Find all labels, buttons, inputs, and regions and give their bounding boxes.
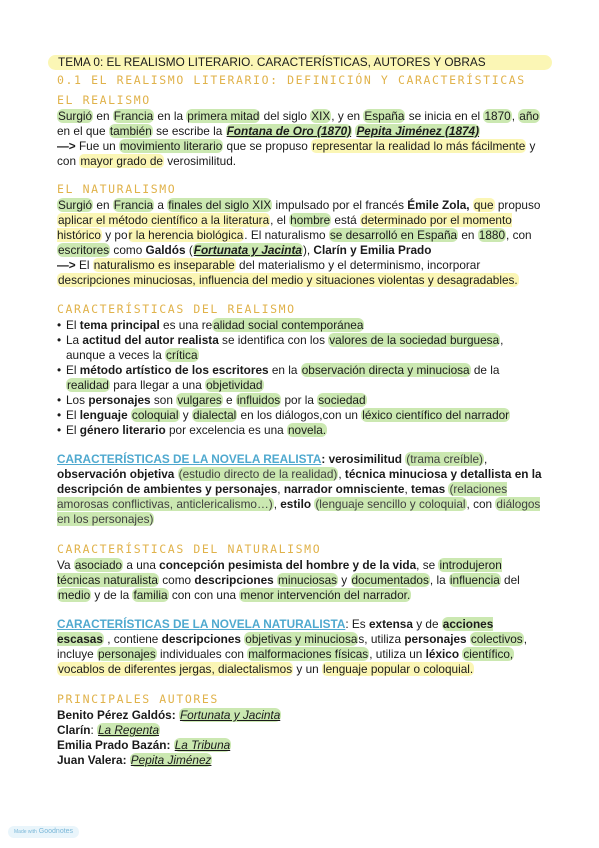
text-run: Va [57, 558, 74, 572]
text-run: se desarrolló en España [329, 228, 458, 242]
text-run: El [66, 423, 80, 437]
text-run: lenguaje popular o coloquial. [322, 662, 474, 676]
text-run: alidad social contemporánea [213, 318, 364, 332]
text-run: sociedad [318, 393, 366, 407]
text-run: dialectal [192, 408, 237, 422]
text-run: El [66, 318, 80, 332]
text-run: , el [270, 213, 290, 227]
text-run: Surgió [58, 198, 93, 212]
text-run: , aunque a veces la [66, 333, 504, 362]
text-run: La [66, 333, 83, 347]
text-run: y po [101, 228, 128, 242]
author-name: Clarín [57, 723, 91, 737]
caracteristicas-realismo-list [57, 318, 543, 438]
text-run: y [179, 408, 192, 422]
novela-realista-paragraph [57, 452, 543, 527]
text-run: en el que [57, 124, 109, 138]
text-run: naturalismo es inseparable [93, 258, 235, 272]
text-run: del [500, 573, 520, 587]
text-run: , y en [331, 109, 364, 123]
text-run: que se propuso [223, 139, 312, 153]
text-run: del siglo [260, 109, 311, 123]
text-run: asociado [74, 558, 123, 572]
naturalismo-heading: EL NATURALISMO [57, 182, 177, 196]
text-run: Émile Zola, [407, 198, 470, 212]
text-run: , incluye [57, 632, 527, 661]
text-run: movimiento literario [119, 139, 223, 153]
text-run: menor intervención del narrador. [240, 588, 411, 602]
text-run: , [483, 452, 488, 466]
text-run: concepción pesimista del hombre y de la vida [159, 558, 417, 572]
list-item [57, 393, 543, 408]
brand-label: Goodnotes [38, 828, 74, 835]
text-run: ( [185, 243, 193, 257]
text-run: Galdós [145, 243, 186, 257]
text-run: se identifica con los [218, 333, 329, 347]
text-run: Francia [113, 198, 154, 212]
text-run: método artístico de los escritores [79, 363, 269, 377]
text-run: y de [412, 617, 442, 631]
text-run: malformaciones físicas [248, 647, 369, 661]
text-run: vocablos de diferentes jergas, dialectalismos [58, 662, 293, 676]
text-run: extensa [368, 617, 413, 631]
list-item [57, 318, 543, 333]
text-run: realidad [67, 378, 109, 392]
caracteristicas-naturalismo-section [57, 541, 543, 603]
text-run: . El naturalismo [244, 228, 329, 242]
text-run: (lenguaje sencillo y coloquial [315, 497, 466, 511]
text-run: CARACTERÍSTICAS DE LA NOVELA NATURALISTA [57, 617, 346, 631]
text-run: Pepita Jiménez (1874) [356, 124, 480, 138]
text-run: , con [506, 228, 532, 242]
text-run: , contiene [103, 632, 162, 646]
text-run: a una [123, 558, 160, 572]
text-run: Los [66, 393, 89, 407]
text-run: en la [154, 109, 187, 123]
text-run: personajes [98, 647, 156, 661]
text-run: primera mitad [187, 109, 260, 123]
novela-naturalista-paragraph [57, 617, 543, 677]
text-run: se inicia en el [405, 109, 484, 123]
text-run: Fontana de Oro (1870) [226, 124, 352, 138]
author-work: La Tribuna [174, 738, 231, 752]
naturalismo-paragraph-2 [57, 258, 543, 288]
text-run: España [364, 109, 405, 123]
text-run: , [338, 467, 345, 481]
text-run: científico, [463, 647, 514, 661]
text-run: Fortunata y Jacinta [193, 243, 302, 257]
text-run: hombre [290, 213, 331, 227]
text-run: impulsado por el francés [272, 198, 408, 212]
text-run: r la herencia biológica [128, 228, 244, 242]
text-run: El [78, 258, 93, 272]
text-run: —> [57, 139, 79, 153]
made-with-label: Made with [14, 829, 37, 835]
text-run: verosimilitud. [163, 154, 237, 168]
text-run: Clarín y Emilia Prado [313, 243, 432, 257]
text-run: valores de la sociedad burguesa [329, 333, 500, 347]
text-run: , la [429, 573, 449, 587]
text-run: , [511, 109, 519, 123]
text-run: XIX [311, 109, 331, 123]
text-run: CARACTERÍSTICAS DE LA NOVELA REALISTA [57, 452, 322, 466]
text-run: acciones escasas [57, 617, 494, 646]
text-run: observación directa y minuciosa [301, 363, 470, 377]
realismo-section [57, 92, 543, 169]
author-row [57, 738, 543, 753]
text-run: actitud del autor realista [82, 333, 219, 347]
text-run: a [154, 198, 168, 212]
text-run: aplicar el método científico a la literatura [58, 213, 270, 227]
text-run: escritores [58, 243, 110, 257]
text-run: Fue un [78, 139, 119, 153]
list-item [57, 408, 543, 423]
caracteristicas-naturalismo-heading: CARACTERÍSTICAS DEL NATURALISMO [57, 542, 322, 556]
text-run: mayor grado de [80, 154, 163, 168]
text-run: son [150, 393, 177, 407]
author-work: La Regenta [98, 723, 160, 737]
text-run: lenguaje [79, 408, 128, 422]
text-run: y un [293, 662, 322, 676]
text-run: 1880 [478, 228, 506, 242]
text-run: medio [58, 588, 91, 602]
text-run: y con [57, 139, 536, 168]
author-row [57, 753, 543, 768]
text-run: , [404, 482, 412, 496]
author-row [57, 708, 543, 723]
text-run: , se [416, 558, 439, 572]
author-name: Juan Valera: [57, 753, 127, 767]
text-run: : Es [345, 617, 369, 631]
realismo-paragraph-1 [57, 109, 543, 139]
text-run: diálogos en los personajes) [57, 497, 541, 526]
text-run: El [66, 408, 80, 422]
author-work: Pepita Jiménez [130, 753, 212, 767]
caracteristicas-realismo-section [57, 301, 543, 438]
text-run: en la [268, 363, 301, 377]
text-run: , con [466, 497, 496, 511]
text-run: narrador omnisciente [283, 482, 405, 496]
text-run: temas [411, 482, 446, 496]
text-run: individuales con [156, 647, 248, 661]
text-run: objetividad [206, 378, 263, 392]
list-item [57, 333, 543, 363]
text-run: es una re [159, 318, 213, 332]
novela-naturalista-section [57, 617, 543, 677]
text-run: por la [281, 393, 318, 407]
text-run: que [473, 198, 494, 212]
naturalismo-section [57, 181, 543, 288]
novela-realista-section [57, 452, 543, 527]
text-run: El [66, 363, 80, 377]
text-run: se escribe la [152, 124, 226, 138]
text-run: Surgió [58, 109, 93, 123]
text-run: con con una [168, 588, 240, 602]
autores-heading: PRINCIPALES AUTORES [57, 692, 219, 706]
text-run: introdujeron técnicas naturalista [57, 558, 502, 587]
text-run: personajes [404, 632, 467, 646]
realismo-heading: EL REALISMO [57, 93, 151, 107]
text-run: está [331, 213, 361, 227]
text-run: representar la realidad lo más fácilmente [312, 139, 526, 153]
text-run: también [109, 124, 152, 138]
text-run: como [158, 573, 195, 587]
text-run: , [277, 482, 284, 496]
author-row [57, 723, 543, 738]
caracteristicas-realismo-heading: CARACTERÍSTICAS DEL REALISMO [57, 302, 296, 316]
text-run: en [458, 228, 478, 242]
naturalismo-paragraph-1 [57, 198, 543, 258]
author-name: Emilia Prado Bazán: [57, 738, 171, 752]
text-run: léxico [425, 647, 460, 661]
text-run: 1870 [484, 109, 511, 123]
section-heading-block [57, 72, 543, 89]
text-run: influidos [236, 393, 281, 407]
document-title: TEMA 0: EL REALISMO LITERARIO. CARACTERÍSTICAS, AUTORES Y OBRAS [48, 55, 552, 70]
autores-section [57, 691, 543, 768]
text-run: técnica minuciosa y detallista en la descripción de ambientes y personajes [57, 467, 542, 496]
text-run: (trama creíble) [406, 452, 483, 466]
text-run: de la [470, 363, 500, 377]
text-run: documentados [351, 573, 429, 587]
text-run: por excelencia es una [165, 423, 287, 437]
text-run: verosimilitud [328, 452, 402, 466]
caracteristicas-naturalismo-paragraph [57, 558, 543, 603]
text-run: en los diálogos,con un [237, 408, 362, 422]
text-run: objetivas y minuciosa [245, 632, 358, 646]
text-run: crítica [166, 348, 198, 362]
text-run: (relaciones amorosas conflictivas, anticlericalismo…) [57, 482, 508, 511]
realismo-paragraph-2 [57, 139, 543, 169]
text-run: personajes [88, 393, 151, 407]
text-run: observación objetiva [57, 467, 175, 481]
text-run: colectivos [470, 632, 523, 646]
text-run: vulgares [177, 393, 222, 407]
goodnotes-badge [8, 826, 79, 838]
text-run: en [93, 198, 113, 212]
text-run: como [110, 243, 146, 257]
text-run: determinado por el momento histórico [57, 213, 512, 242]
text-run: descripciones [194, 573, 274, 587]
text-run: novela. [288, 423, 327, 437]
text-run: descripciones minuciosas, influencia del medio y situaciones violentas y desagradables. [58, 273, 518, 287]
text-run: (estudio directo de la realidad) [178, 467, 338, 481]
text-run: para llegar a una [109, 378, 206, 392]
text-run: ), [302, 243, 314, 257]
text-run: año [519, 109, 539, 123]
text-run: , [273, 497, 281, 511]
text-run: del materialismo y el determinismo, incorporar [235, 258, 481, 272]
text-run: en [93, 109, 113, 123]
author-name: Benito Pérez Galdós: [57, 708, 176, 722]
text-run: estilo [280, 497, 312, 511]
text-run: minuciosas [278, 573, 338, 587]
text-run: , utiliza un [369, 647, 426, 661]
text-run: familia [133, 588, 168, 602]
text-run: s, utiliza [358, 632, 405, 646]
text-run: género literario [79, 423, 166, 437]
text-run: descripciones [161, 632, 241, 646]
text-run: influencia [449, 573, 500, 587]
text-run: tema principal [79, 318, 160, 332]
list-item [57, 363, 543, 393]
text-run: propuso [494, 198, 541, 212]
author-separator: : [90, 723, 94, 737]
list-item [57, 423, 543, 438]
author-work: Fortunata y Jacinta [179, 708, 281, 722]
section-heading: 0.1 EL REALISMO LITERARIO: DEFINICIÓN Y CARACTERÍSTICAS [57, 73, 526, 87]
text-run: e [222, 393, 236, 407]
text-run: léxico científico del narrador [362, 408, 510, 422]
text-run: y [338, 573, 351, 587]
text-run: : [321, 452, 329, 466]
text-run: coloquial [131, 408, 179, 422]
text-run: y de la [91, 588, 133, 602]
text-run: —> [57, 258, 79, 272]
text-run: Francia [113, 109, 154, 123]
text-run: finales del siglo XIX [168, 198, 272, 212]
